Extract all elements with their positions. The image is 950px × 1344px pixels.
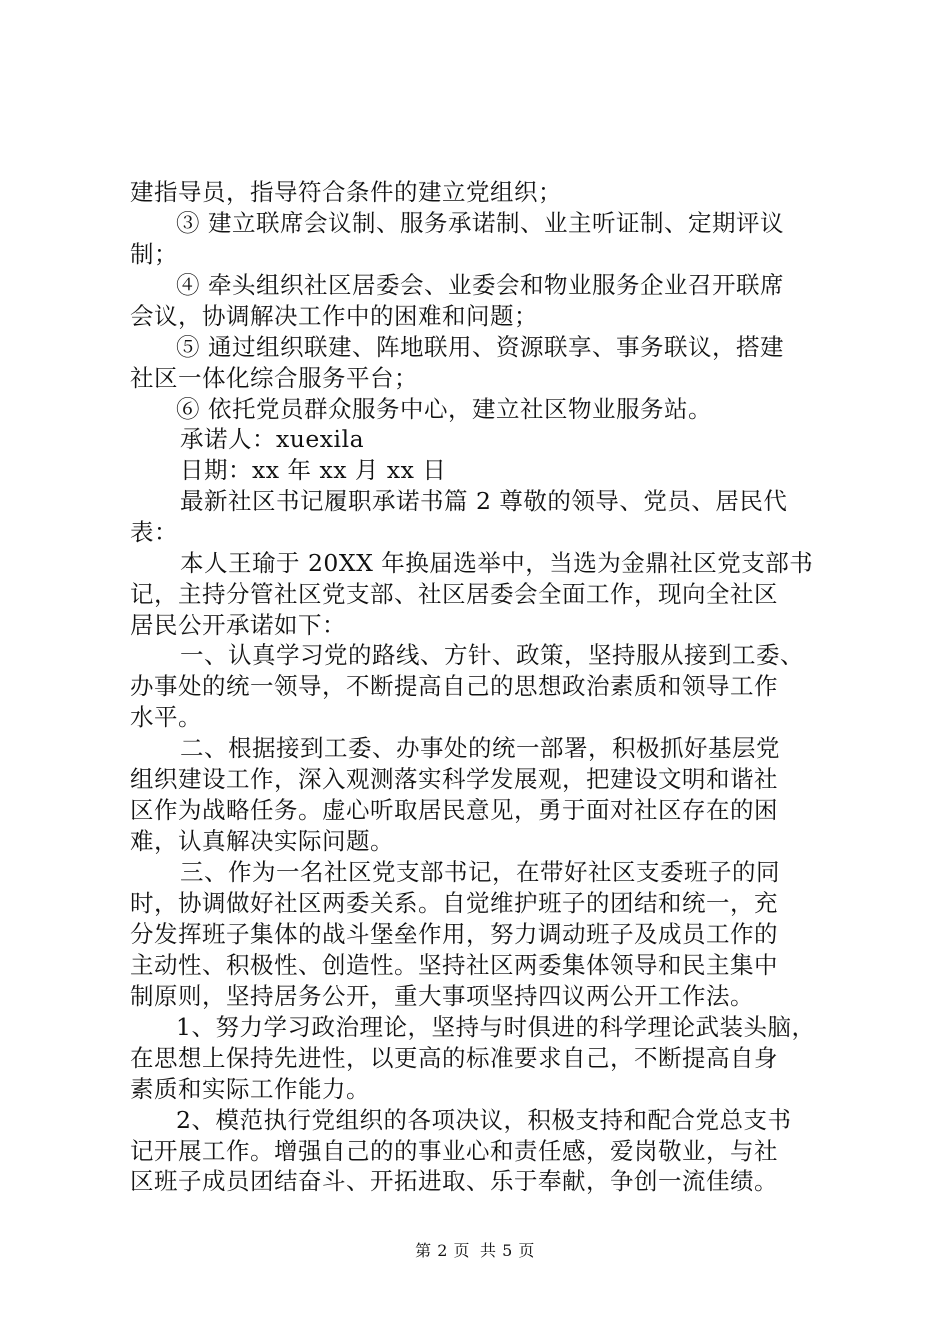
text-line: 分发挥班子集体的战斗堡垒作用，努力调动班子及成员工作的	[130, 920, 778, 948]
page-number: 第 2 页	[415, 1241, 470, 1260]
text-line: 居民公开承诺如下：	[130, 611, 346, 639]
text-line: 承诺人：xuexila	[180, 425, 365, 453]
text-line: 办事处的统一领导，不断提高自己的思想政治素质和领导工作	[130, 672, 778, 700]
text-line: 记，主持分管社区党支部、社区居委会全面工作，现向全社区	[130, 580, 778, 608]
text-line: 日期：xx 年 xx 月 xx 日	[180, 456, 447, 484]
text-line: 2、模范执行党组织的各项决议，积极支持和配合党总支书	[176, 1106, 792, 1134]
text-line: 难，认真解决实际问题。	[130, 827, 394, 855]
text-line: ③ 建立联席会议制、服务承诺制、业主听证制、定期评议	[176, 209, 784, 237]
text-line: 记开展工作。增强自己的的事业心和责任感，爱岗敬业，与社	[130, 1137, 778, 1165]
page-total: 共 5 页	[480, 1241, 535, 1260]
text-line: 素质和实际工作能力。	[130, 1075, 370, 1103]
text-line: 会议，协调解决工作中的困难和问题；	[130, 302, 538, 330]
text-line: 在思想上保持先进性，以更高的标准要求自己，不断提高自身	[130, 1044, 778, 1072]
text-line: 三、作为一名社区党支部书记，在带好社区支委班子的同	[180, 858, 780, 886]
text-line: ④ 牵头组织社区居委会、业委会和物业服务企业召开联席	[176, 271, 784, 299]
text-line: 区班子成员团结奋斗、开拓进取、乐于奉献，争创一流佳绩。	[130, 1167, 778, 1195]
text-line: 时，协调做好社区两委关系。自觉维护班子的团结和统一，充	[130, 889, 778, 917]
text-line: 表：	[130, 518, 178, 546]
page-footer	[0, 1241, 950, 1261]
text-line: ⑥ 依托党员群众服务中心，建立社区物业服务站。	[176, 395, 712, 423]
text-line: ⑤ 通过组织联建、阵地联用、资源联享、事务联议，搭建	[176, 333, 784, 361]
text-line: 二、根据接到工委、办事处的统一部署，积极抓好基层党	[180, 734, 780, 762]
text-line: 社区一体化综合服务平台；	[130, 364, 418, 392]
text-line: 一、认真学习党的路线、方针、政策，坚持服从接到工委、	[180, 641, 804, 669]
text-line: 最新社区书记履职承诺书篇 2 尊敬的领导、党员、居民代	[180, 487, 788, 515]
text-line: 本人王瑜于 20XX 年换届选举中，当选为金鼎社区党支部书	[180, 549, 814, 577]
text-line: 制；	[130, 240, 178, 268]
text-line: 区作为战略任务。虚心听取居民意见，勇于面对社区存在的困	[130, 796, 778, 824]
text-line: 1、努力学习政治理论，坚持与时俱进的科学理论武装头脑，	[176, 1013, 816, 1041]
text-line: 建指导员，指导符合条件的建立党组织；	[130, 178, 562, 206]
text-line: 水平。	[130, 703, 202, 731]
text-line: 制原则，坚持居务公开，重大事项坚持四议两公开工作法。	[130, 982, 754, 1010]
text-line: 主动性、积极性、创造性。坚持社区两委集体领导和民主集中	[130, 951, 778, 979]
text-line: 组织建设工作，深入观测落实科学发展观，把建设文明和谐社	[130, 765, 778, 793]
